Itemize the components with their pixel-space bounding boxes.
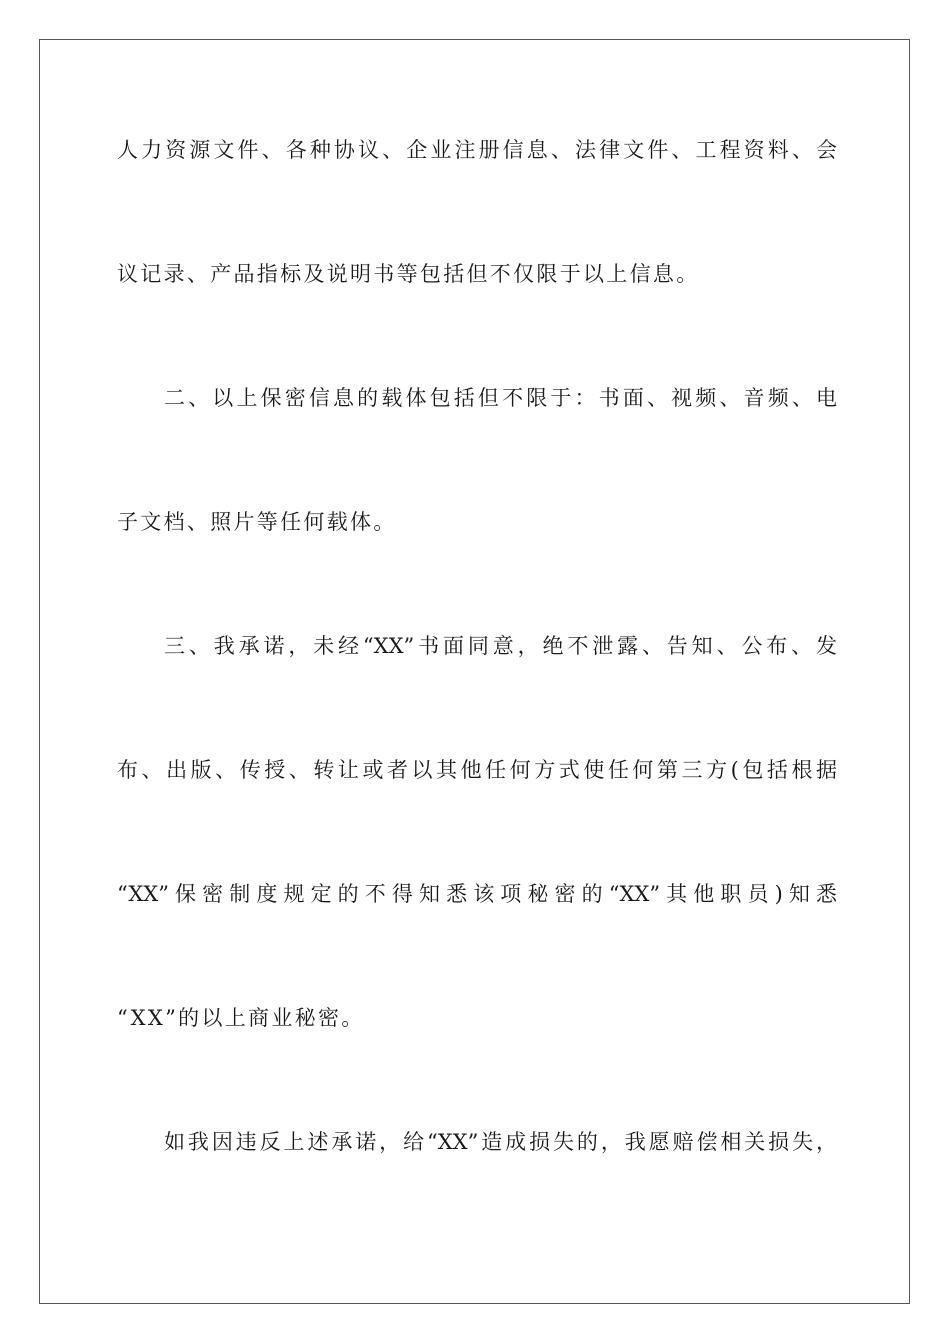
body-text-line: 布、出版、传授、转让或者以其他任何方式使任何第三方(包括根据 <box>117 758 837 782</box>
body-text-line: 人力资源文件、各种协议、企业注册信息、法律文件、工程资料、会 <box>117 138 837 162</box>
body-text-line: 三、我承诺，未经“XX”书面同意，绝不泄露、告知、公布、发 <box>164 634 837 658</box>
body-text-line: 议记录、产品指标及说明书等包括但不仅限于以上信息。 <box>117 262 700 286</box>
body-text-line: 如我因违反上述承诺，给“XX”造成损失的，我愿赔偿相关损失， <box>164 1130 837 1154</box>
body-text-line: “XX”保密制度规定的不得知悉该项秘密的“XX”其他职员)知悉 <box>117 882 837 906</box>
body-text-line: 二、以上保密信息的载体包括但不限于：书面、视频、音频、电 <box>164 386 837 410</box>
body-text-line: “XX”的以上商业秘密。 <box>117 1006 365 1030</box>
page-frame <box>39 39 910 1304</box>
body-text-line: 子文档、照片等任何载体。 <box>117 510 397 534</box>
